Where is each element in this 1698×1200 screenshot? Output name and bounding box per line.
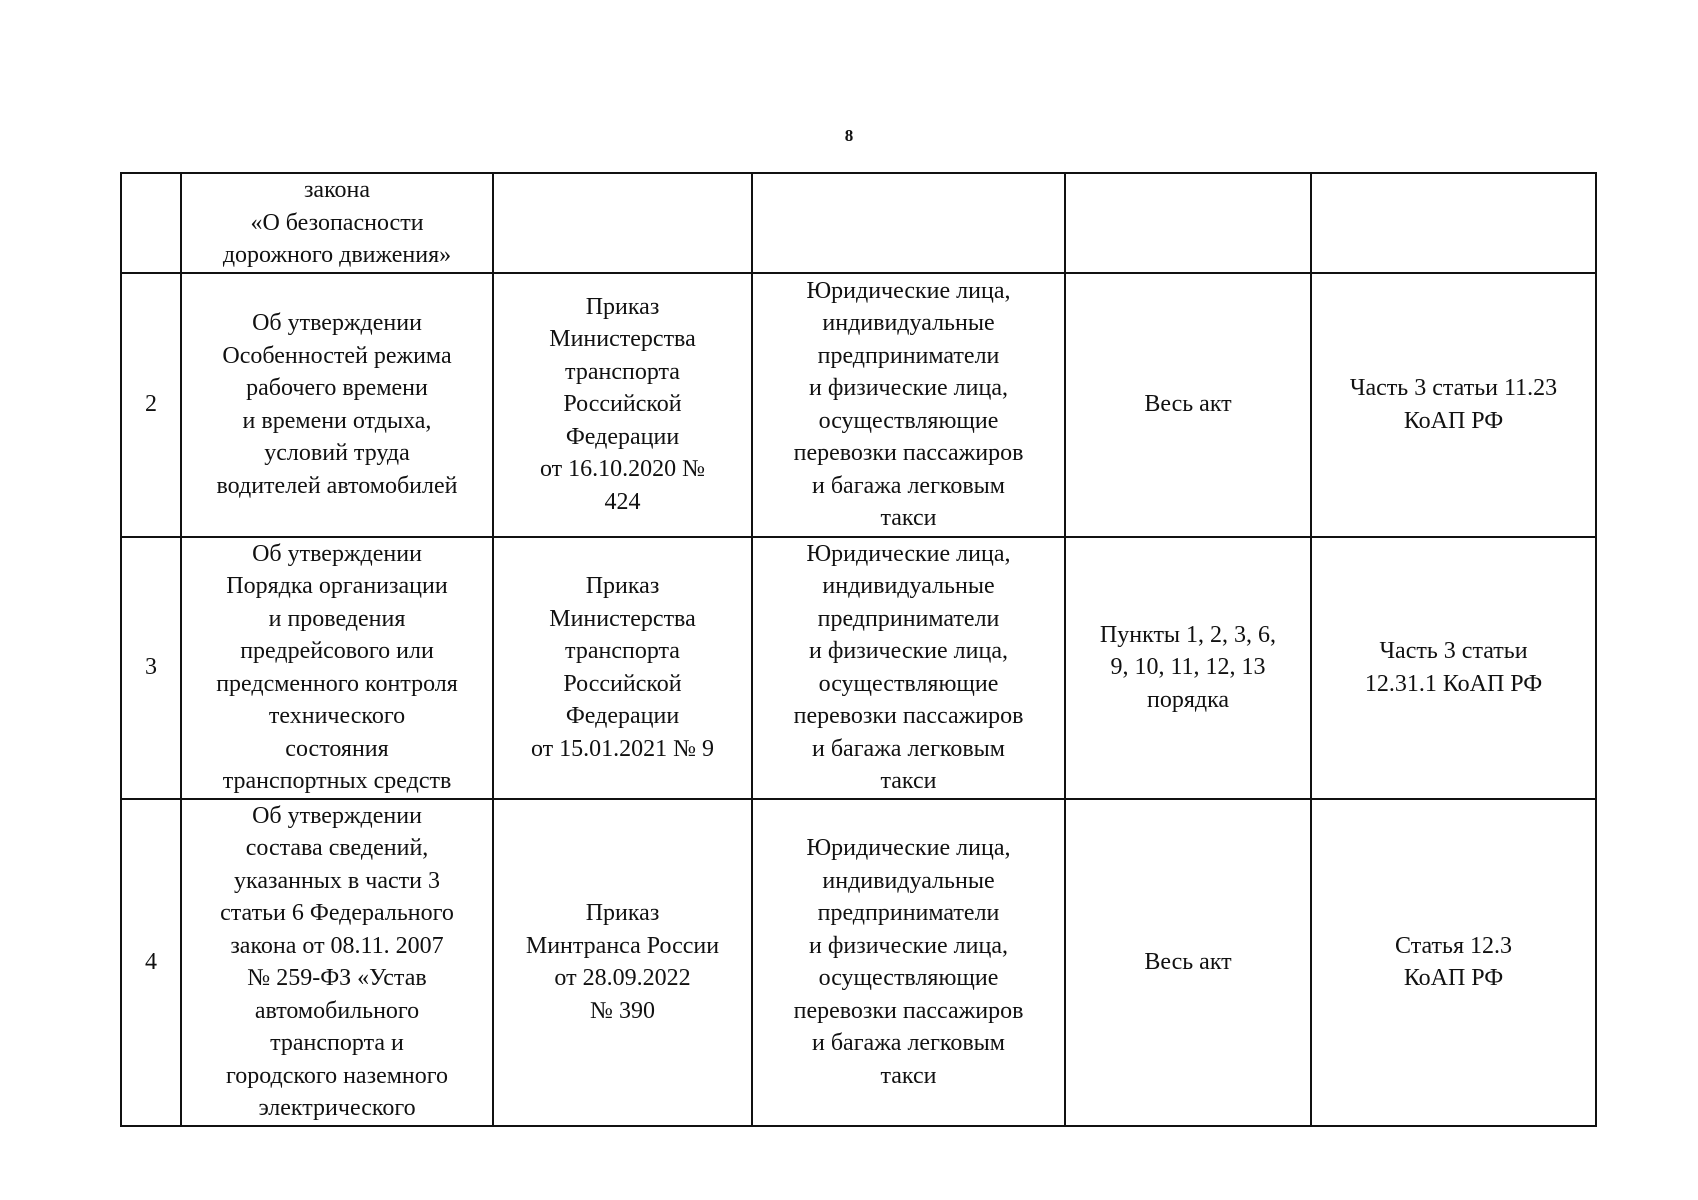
liability-cell: Часть 3 статьи 11.23 КоАП РФ xyxy=(1311,273,1596,537)
liability-cell: Часть 3 статьи 12.31.1 КоАП РФ xyxy=(1311,537,1596,799)
act-name-cell: Об утверждении Порядка организации и проведения предрейсового или предсменного контроля технического состояния транспортных средств xyxy=(181,537,493,799)
table-row xyxy=(121,799,1596,1126)
scope-cell: Весь акт xyxy=(1065,799,1311,1126)
scope-cell xyxy=(1065,173,1311,273)
row-number-cell xyxy=(121,173,181,273)
subjects-cell: Юридические лица, индивидуальные предприниматели и физические лица, осуществляющие перевозки пассажиров и багажа легковым такси xyxy=(752,273,1065,537)
table-row xyxy=(121,173,1596,273)
act-name-cell: Об утверждении состава сведений, указанных в части 3 статьи 6 Федерального закона от 08.11. 2007 № 259-ФЗ «Устав автомобильного транспорта и городского наземного электрического xyxy=(181,799,493,1126)
subjects-cell xyxy=(752,173,1065,273)
row-number-cell: 3 xyxy=(121,537,181,799)
page-number: 8 xyxy=(844,126,854,145)
subjects-cell: Юридические лица, индивидуальные предприниматели и физические лица, осуществляющие перевозки пассажиров и багажа легковым такси xyxy=(752,799,1065,1126)
act-name-cell: закона «О безопасности дорожного движения» xyxy=(181,173,493,273)
scope-cell: Весь акт xyxy=(1065,273,1311,537)
act-details-cell: Приказ Министерства транспорта Российской Федерации от 16.10.2020 № 424 xyxy=(493,273,752,537)
row-number-cell: 4 xyxy=(121,799,181,1126)
acts-table xyxy=(120,172,1597,1127)
scope-cell: Пункты 1, 2, 3, 6, 9, 10, 11, 12, 13 порядка xyxy=(1065,537,1311,799)
act-details-cell: Приказ Министерства транспорта Российской Федерации от 15.01.2021 № 9 xyxy=(493,537,752,799)
liability-cell xyxy=(1311,173,1596,273)
table-row xyxy=(121,273,1596,537)
table-row xyxy=(121,537,1596,799)
act-details-cell: Приказ Минтранса России от 28.09.2022 № 390 xyxy=(493,799,752,1126)
act-details-cell xyxy=(493,173,752,273)
act-name-cell: Об утверждении Особенностей режима рабочего времени и времени отдыха, условий труда водителей автомобилей xyxy=(181,273,493,537)
liability-cell: Статья 12.3 КоАП РФ xyxy=(1311,799,1596,1126)
subjects-cell: Юридические лица, индивидуальные предприниматели и физические лица, осуществляющие перевозки пассажиров и багажа легковым такси xyxy=(752,537,1065,799)
row-number-cell: 2 xyxy=(121,273,181,537)
